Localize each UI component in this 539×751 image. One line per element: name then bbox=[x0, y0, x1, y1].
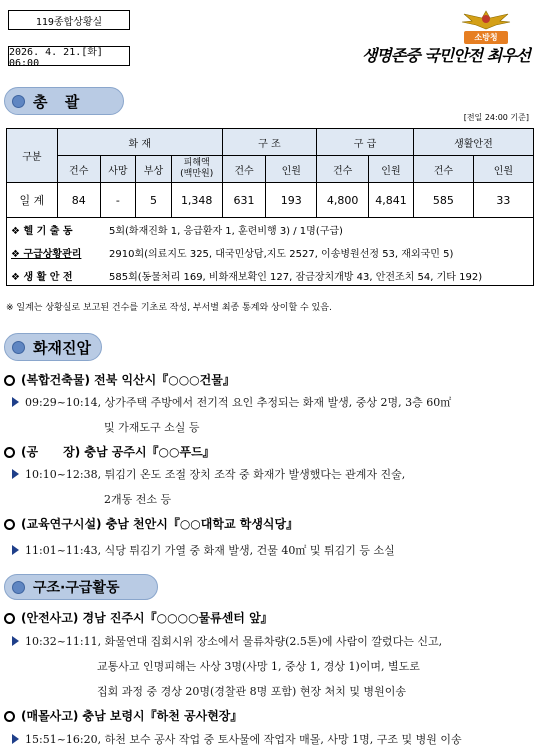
incident-detail bbox=[12, 466, 405, 482]
triangle-bullet-icon bbox=[12, 469, 19, 479]
bullet-dot-icon bbox=[12, 581, 25, 594]
section-fire-label: 화재진압 bbox=[33, 338, 91, 357]
report-datetime: 2026. 4. 21.[화] 06:00 bbox=[8, 46, 130, 66]
sub-header: 부상 bbox=[136, 156, 172, 183]
section-summary-title bbox=[4, 87, 124, 115]
table-cell: 84 bbox=[57, 183, 100, 218]
info-life-safety bbox=[11, 268, 482, 283]
col-category: 구분 bbox=[7, 129, 58, 183]
table-cell: 585 bbox=[413, 183, 473, 218]
table-cell: 631 bbox=[222, 183, 266, 218]
incident-heading-text: (교육연구시설) 충남 천안시『○○대학교 학생식당』 bbox=[21, 517, 299, 531]
incident-detail bbox=[12, 542, 395, 558]
sub-header: 건수 bbox=[57, 156, 100, 183]
group-ems: 구 급 bbox=[317, 129, 414, 156]
time-note: [전일 24:00 기준] bbox=[463, 113, 529, 122]
section-fire-title bbox=[4, 333, 102, 361]
agency-label: 소방청 bbox=[464, 31, 508, 44]
damage-label: 피해액 (백만원) bbox=[180, 158, 214, 179]
summary-info-box bbox=[6, 210, 534, 286]
info-label: ❖ 생 활 안 전 bbox=[11, 272, 73, 283]
sub-header: 사망 bbox=[100, 156, 136, 183]
sub-header: 인원 bbox=[369, 156, 414, 183]
incident-heading-text: (공 장) 충남 공주시『○○푸드』 bbox=[21, 445, 215, 459]
sub-header: 인원 bbox=[473, 156, 533, 183]
group-fire: 화 재 bbox=[57, 129, 222, 156]
info-text: 2910회(의료지도 325, 대국민상담,지도 2527, 이송병원선정 53, 재외국민 5) bbox=[109, 249, 454, 260]
info-helicopter bbox=[11, 222, 343, 237]
info-text: 585회(동물처리 169, 비화재보확인 127, 잠금장치개방 43, 안전조치 54, 기타 192) bbox=[109, 272, 483, 283]
incident-heading bbox=[4, 609, 273, 626]
incident-detail bbox=[12, 394, 451, 410]
incident-detail-cont: 집회 과정 중 경상 20명(경찰관 8명 포함) 현장 처치 및 병원이송 bbox=[97, 685, 406, 698]
table-cell: - bbox=[100, 183, 136, 218]
footnote: ※ 일계는 상황실로 보고된 건수를 기초로 작성, 부서별 최종 통계와 상이할 수 있음. bbox=[6, 303, 332, 313]
info-ems-management bbox=[11, 245, 453, 260]
table-cell: 5 bbox=[136, 183, 172, 218]
table-cell: 4,800 bbox=[317, 183, 369, 218]
incident-heading bbox=[4, 371, 235, 388]
info-text: 5회(화재진화 1, 응급환자 1, 훈련비행 3) / 1명(구급) bbox=[109, 226, 343, 237]
incident-heading bbox=[4, 443, 215, 460]
agency-emblem bbox=[458, 8, 514, 46]
circle-bullet-icon bbox=[4, 711, 15, 722]
table-cell: 33 bbox=[473, 183, 533, 218]
incident-detail-cont: 및 가재도구 소실 등 bbox=[104, 421, 200, 434]
group-rescue: 구 조 bbox=[222, 129, 317, 156]
incident-heading-text: (안전사고) 경남 진주시『○○○○물류센터 앞』 bbox=[21, 611, 273, 625]
bullet-dot-icon bbox=[12, 95, 25, 108]
incident-detail-cont: 2개동 전소 등 bbox=[104, 493, 172, 506]
triangle-bullet-icon bbox=[12, 636, 19, 646]
incident-detail-text: 10:32~11:11, 화물연대 집회시위 장소에서 물류차량(2.5톤)에 사람이 깔렸다는 신고, bbox=[25, 635, 443, 648]
section-summary-label: 총 괄 bbox=[33, 92, 86, 111]
info-label: ❖ 헬 기 출 동 bbox=[11, 226, 73, 237]
group-life-safety: 생활안전 bbox=[413, 129, 533, 156]
incident-detail-text: 11:01~11:43, 식당 튀김기 가열 중 화재 발생, 건물 40㎡ 및 튀김기 등 소실 bbox=[25, 544, 395, 557]
eagle-emblem-icon bbox=[458, 8, 514, 30]
circle-bullet-icon bbox=[4, 375, 15, 386]
triangle-bullet-icon bbox=[12, 397, 19, 407]
section-rescue-title bbox=[4, 574, 158, 600]
incident-heading-text: (복합건축물) 전북 익산시『○○○건물』 bbox=[21, 373, 235, 387]
incident-detail bbox=[12, 633, 442, 649]
circle-bullet-icon bbox=[4, 519, 15, 530]
triangle-bullet-icon bbox=[12, 545, 19, 555]
sub-header-damage bbox=[171, 156, 222, 183]
info-label: ❖ 구급상황관리 bbox=[11, 249, 82, 260]
circle-bullet-icon bbox=[4, 613, 15, 624]
incident-heading bbox=[4, 515, 298, 532]
triangle-bullet-icon bbox=[12, 734, 19, 744]
incident-detail-text: 10:10~12:38, 튀김기 온도 조절 장치 조작 중 화재가 발생했다는 관계자 진술, bbox=[25, 468, 406, 481]
incident-heading bbox=[4, 707, 242, 724]
table-cell: 4,841 bbox=[369, 183, 414, 218]
sub-header: 건수 bbox=[413, 156, 473, 183]
sub-header: 건수 bbox=[222, 156, 266, 183]
incident-detail-cont: 교통사고 인명피해는 사상 3명(사망 1, 중상 1, 경상 1)이며, 별도로 bbox=[97, 660, 420, 673]
table-cell: 1,348 bbox=[171, 183, 222, 218]
incident-detail bbox=[12, 731, 462, 747]
incident-detail-text: 09:29~10:14, 상가주택 주방에서 전기적 요인 추정되는 화재 발생, 중상 2명, 3층 60㎡ bbox=[25, 396, 452, 409]
table-cell: 193 bbox=[266, 183, 317, 218]
circle-bullet-icon bbox=[4, 447, 15, 458]
section-rescue-label: 구조·구급활동 bbox=[33, 580, 120, 596]
office-title-box: 119종합상황실 bbox=[8, 10, 130, 30]
incident-heading-text: (매몰사고) 충남 보령시『하천 공사현장』 bbox=[21, 709, 243, 723]
slogan: 생명존중 국민안전 최우선 bbox=[361, 46, 530, 65]
bullet-dot-icon bbox=[12, 341, 25, 354]
sub-header: 인원 bbox=[266, 156, 317, 183]
incident-detail-text: 15:51~16:20, 하천 보수 공사 작업 중 토사물에 작업자 매몰, 사망 1명, 구조 및 병원 이송 bbox=[25, 733, 462, 746]
row-label: 일 계 bbox=[7, 183, 58, 218]
sub-header: 건수 bbox=[317, 156, 369, 183]
summary-table bbox=[6, 128, 534, 218]
